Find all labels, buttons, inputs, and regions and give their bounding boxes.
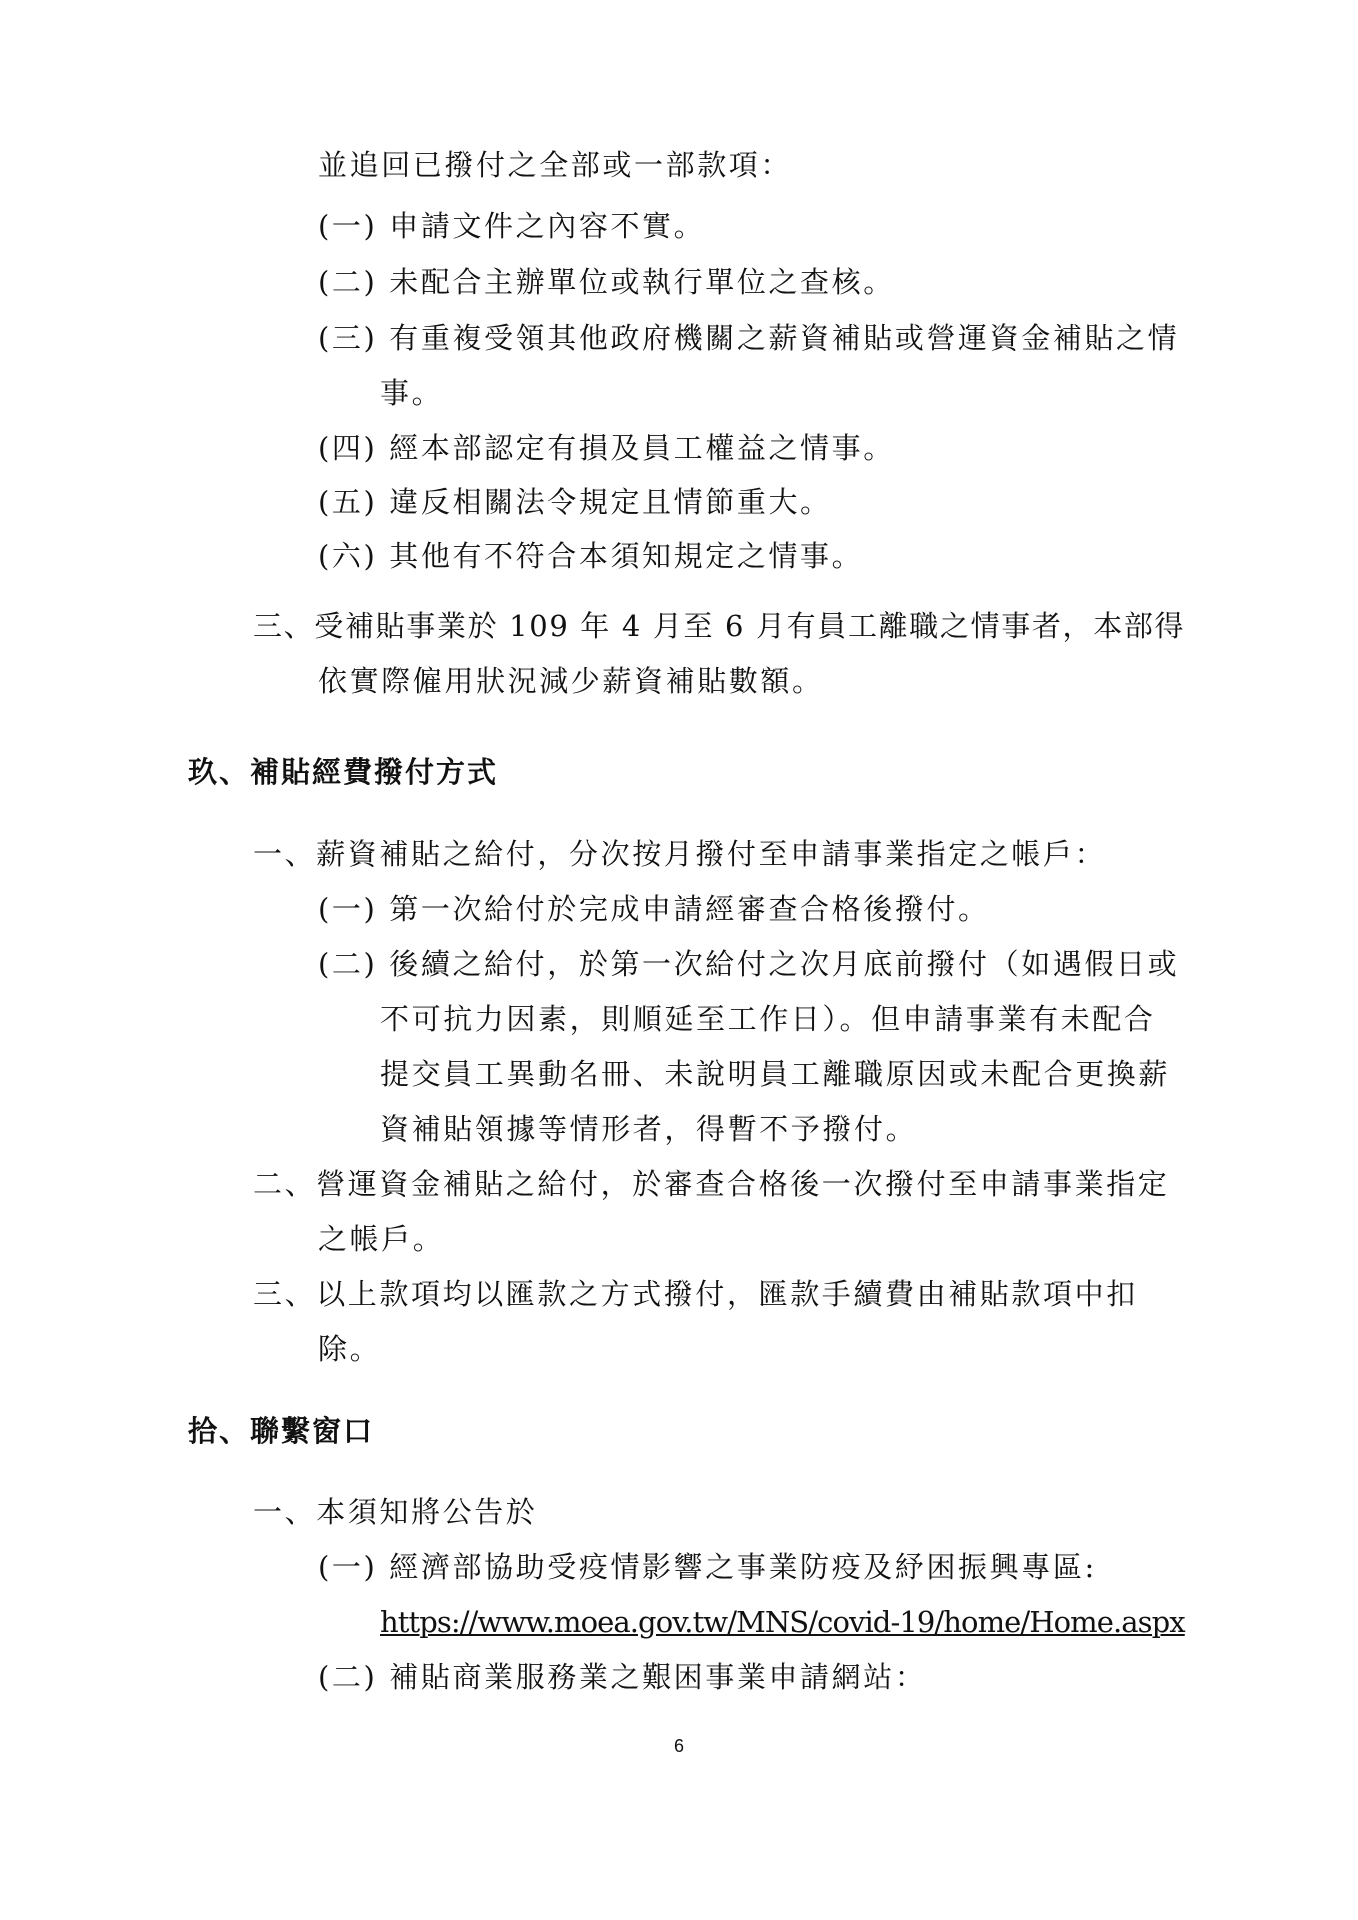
list-item: (一) 經濟部協助受疫情影響之事業防疫及紓困振興專區:	[318, 1550, 1097, 1584]
clause: 三、受補貼事業於 109 年 4 月至 6 月有員工離職之情事者，本部得	[253, 609, 1186, 643]
clause: 二、營運資金補貼之給付，於審查合格後一次撥付至申請事業指定	[253, 1167, 1170, 1201]
clause: 三、以上款項均以匯款之方式撥付，匯款手續費由補貼款項中扣	[253, 1277, 1138, 1311]
clause-continuation: 依實際僱用狀況減少薪資補貼數額。	[318, 664, 824, 698]
list-item: (六) 其他有不符合本須知規定之情事。	[318, 539, 864, 573]
page-number: 6	[673, 1736, 684, 1756]
text-line: 並追回已撥付之全部或一部款項：	[318, 148, 793, 182]
list-item: (二) 未配合主辦單位或執行單位之查核。	[318, 265, 895, 299]
list-item: (三) 有重複受領其他政府機關之薪資補貼或營運資金補貼之情	[318, 321, 1180, 355]
list-item: (二) 後續之給付，於第一次給付之次月底前撥付（如遇假日或	[318, 947, 1180, 981]
list-item-continuation: 事。	[380, 376, 444, 410]
list-item: (一) 申請文件之內容不實。	[318, 209, 706, 243]
list-item: (二) 補貼商業服務業之艱困事業申請網站：	[318, 1660, 927, 1694]
list-item-continuation: 資補貼領據等情形者，得暫不予撥付。	[380, 1112, 918, 1146]
clause-continuation: 之帳戶。	[318, 1222, 445, 1256]
list-item: (一) 第一次給付於完成申請經審查合格後撥付。	[318, 892, 990, 926]
list-item: (五) 違反相關法令規定且情節重大。	[318, 485, 832, 519]
list-item-continuation: 不可抗力因素，則順延至工作日）。但申請事業有未配合	[380, 1002, 1156, 1036]
section-heading: 拾、聯繫窗口	[188, 1414, 375, 1448]
section-heading: 玖、補貼經費撥付方式	[188, 755, 499, 789]
clause-continuation: 除。	[318, 1332, 382, 1366]
clause: 一、本須知將公告於	[253, 1495, 538, 1529]
list-item-continuation: 提交員工異動名冊、未說明員工離職原因或未配合更換薪	[380, 1057, 1171, 1091]
clause: 一、薪資補貼之給付，分次按月撥付至申請事業指定之帳戶：	[253, 837, 1107, 871]
list-item: (四) 經本部認定有損及員工權益之情事。	[318, 431, 895, 465]
covid-zone-url-link[interactable]: https://www.moea.gov.tw/MNS/covid-19/home/Home.aspx	[380, 1605, 1185, 1639]
